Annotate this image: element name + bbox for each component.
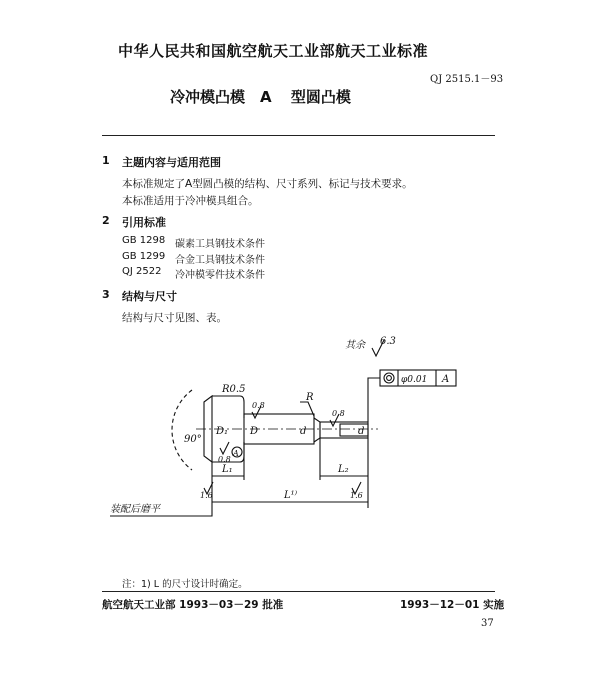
section-2-number: 2 [102,214,110,227]
roughness-b: 0.8 [332,409,345,418]
section-1-title: 主题内容与适用范围 [122,156,221,169]
approval-date: 航空航天工业部 1993－03－29 批准 [102,599,284,611]
angle-label: 90° [184,434,202,445]
punch-drawing [100,330,500,530]
roughness-left: 1.6 [200,491,213,500]
dim-d: d [300,426,307,437]
footnote: 注：1) L 的尺寸设计时确定。 [122,579,248,590]
org-title: 中华人民共和国航空航天工业部航天工业标准 [118,42,429,60]
header-rule [102,135,495,136]
section-1-para-2: 本标准适用于冷冲模具组合。 [122,195,259,207]
standard-number: QJ 2515.1－93 [430,74,504,85]
datum-label: A [442,374,450,385]
section-2-title: 引用标准 [122,216,166,229]
roughness-c: 0.8 [218,455,231,464]
ref-name-1: 碳素工具钢技术条件 [175,239,265,250]
small-datum: A [233,449,239,458]
roughness-main: 6.3 [380,336,396,347]
dim-d1: D₁ [216,426,229,437]
ref-code-2: GB 1299 [122,251,166,262]
dim-L: L¹⁾ [284,490,298,501]
document-title: 冷冲模凸模 A 型圆凸模 [170,88,351,106]
dim-dtip: d [358,426,365,437]
section-3-para-1: 结构与尺寸见图、表。 [122,312,227,324]
dim-L2: L₂ [338,464,349,475]
radius-label-1: R0.5 [222,384,246,395]
tolerance-value: φ0.01 [401,375,428,385]
footer-rule [102,591,495,592]
ref-code-1: GB 1298 [122,235,166,246]
dim-L1: L₁ [222,464,233,475]
radius-label-2: R [306,392,314,403]
dim-D: D [250,426,259,437]
section-1-number: 1 [102,154,110,167]
section-1-para-1: 本标准规定了A型圆凸模的结构、尺寸系列、标记与技术要求。 [122,178,413,190]
section-3-title: 结构与尺寸 [122,290,177,303]
effective-date: 1993－12－01 实施 [400,599,505,611]
ref-name-3: 冷冲模零件技术条件 [175,270,265,281]
chamfer-label: 装配后磨平 [110,504,160,515]
ref-name-2: 合金工具钢技术条件 [175,255,265,266]
section-3-number: 3 [102,288,110,301]
roughness-a: 0.8 [252,401,265,410]
surface-note: 其余 [345,340,365,351]
page-number: 37 [481,618,494,629]
ref-code-3: QJ 2522 [122,266,162,277]
roughness-right: 1.6 [350,491,363,500]
